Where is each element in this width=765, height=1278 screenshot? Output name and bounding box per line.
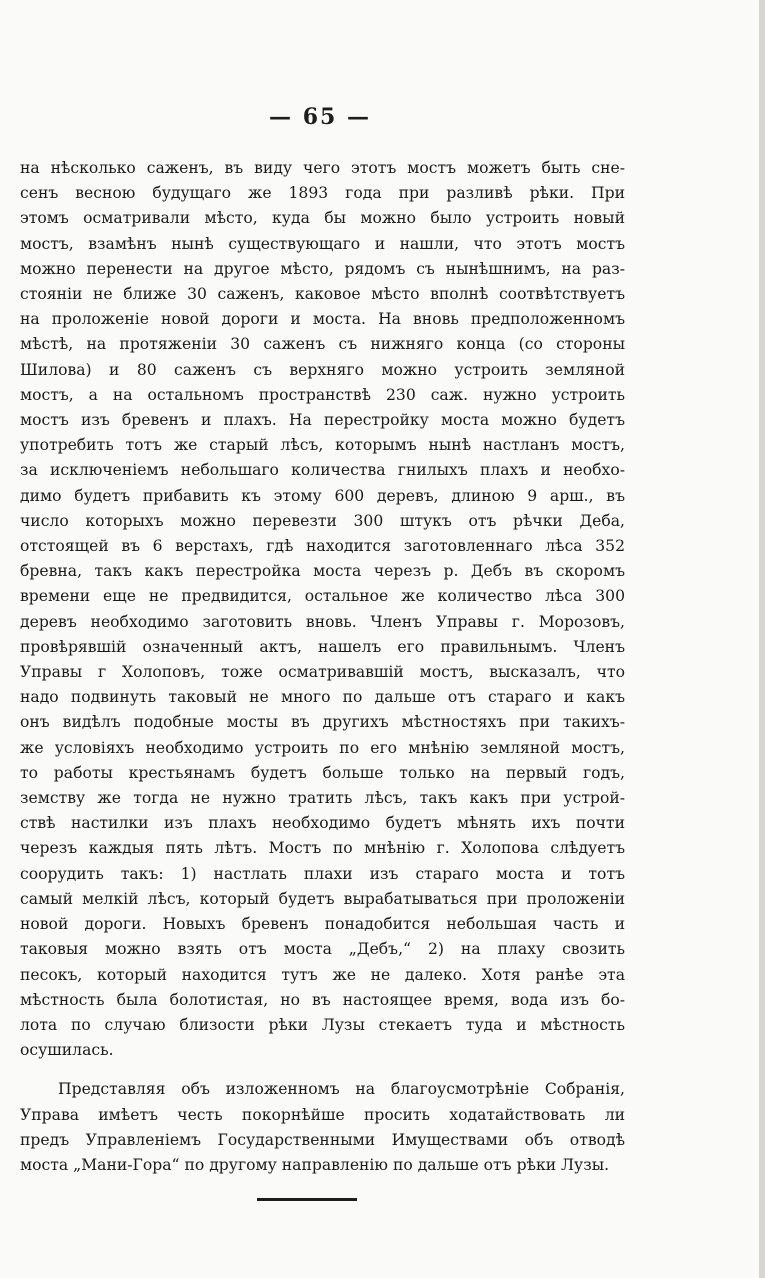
text-line: мѣстность была болотистая, но въ настоящее время, вода изъ бо- [20,990,625,1009]
text-line: же условіяхъ необходимо устроить по его мнѣнію земляной мостъ, [20,738,625,757]
text-line: Представляя объ изложенномъ на благоусмотрѣніе Собранія, [58,1080,625,1099]
closing-rule [257,1198,357,1201]
body-text [20,156,625,1178]
text-line: осушилась. [20,1041,114,1060]
text-line: бревна, такъ какъ перестройка моста черезъ р. Дебъ въ скоромъ [20,562,625,581]
text-line: таковыя можно взять отъ моста „Дебъ,“ 2) на плаху свозить [20,940,625,959]
text-line: ствѣ настилки изъ плахъ необходимо будетъ мѣнять ихъ почти [20,814,625,833]
text-line: лота по случаю близости рѣки Лузы стекаетъ туда и мѣстность [20,1015,625,1034]
text-line: новой дороги. Новыхъ бревенъ понадобится небольшая часть и [20,915,625,934]
text-line: Шилова) и 80 саженъ съ верхняго можно устроить земляной [20,360,625,379]
text-line: предъ Управленіемъ Государственными Имуществами объ отводѣ [20,1130,625,1149]
text-line: мостъ изъ бревенъ и плахъ. На перестройку моста можно будетъ [20,411,625,430]
text-line: мостъ, а на остальномъ пространствѣ 230 саж. нужно устроить [20,385,625,404]
text-line: Управа имѣетъ честь покорнѣйше просить ходатайствовать ли [20,1105,625,1124]
text-line: самый мелкій лѣсъ, который будетъ вырабатываться при проложеніи [20,889,625,908]
paragraph-2 [20,1077,625,1178]
text-line: число которыхъ можно перевезти 300 штукъ отъ рѣчки Деба, [20,511,625,530]
text-line: мѣстѣ, на протяженіи 30 саженъ съ нижняго конца (со стороны [20,335,625,354]
text-line: надо подвинуть таковый не много по дальше отъ стараго и какъ [20,688,625,707]
text-line: за исключеніемъ небольшаго количества гнилыхъ плахъ и необхо- [20,461,625,480]
text-line: черезъ каждыя пять лѣтъ. Мостъ по мнѣнію г. Холопова слѣдуетъ [20,839,625,858]
text-line: земству же тогда не нужно тратить лѣсъ, такъ какъ при устрой- [20,789,625,808]
paragraph-1 [20,156,625,1063]
text-line: песокъ, который находится тутъ же не далеко. Хотя ранѣе эта [20,965,625,984]
text-line: моста „Мани-Гора“ по другому направленію по дальше отъ рѣки Лузы. [20,1155,610,1174]
text-line: мостъ, взамѣнъ нынѣ существующаго и нашли, что этотъ мостъ [20,234,625,253]
text-line: на проложеніе новой дороги и моста. На вновь предположенномъ [20,310,625,329]
page-number: — 65 — [269,104,371,130]
text-line: онъ видѣлъ подобные мосты въ другихъ мѣстностяхъ при такихъ- [20,713,625,732]
text-line: Управы г Холоповъ, тоже осматривавшій мостъ, высказалъ, что [20,663,625,682]
text-line: можно перенести на другое мѣсто, рядомъ съ нынѣшнимъ, на раз- [20,259,625,278]
text-line: употребить тотъ же старый лѣсъ, которымъ нынѣ настланъ мостъ, [20,436,625,455]
text-line: этомъ осматривали мѣсто, куда бы можно было устроить новый [20,209,625,228]
text-line: деревъ необходимо заготовить вновь. Членъ Управы г. Морозовъ, [20,612,625,631]
text-line: провѣрявшій означенный актъ, нашелъ его правильнымъ. Членъ [20,637,625,656]
text-line: на нѣсколько саженъ, въ виду чего этотъ мостъ можетъ быть сне- [20,159,625,177]
text-line: отстоящей въ 6 верстахъ, гдѣ находится заготовленнаго лѣса 352 [20,537,625,556]
text-line: сенъ весною будущаго же 1893 года при разливѣ рѣки. При [20,184,625,203]
text-line: то работы крестьянамъ будетъ больше только на первый годъ, [20,763,625,782]
text-line: времени еще не предвидится, остальное же количество лѣса 300 [20,587,625,606]
text-line: димо будетъ прибавить къ этому 600 деревъ, длиною 9 арш., въ [20,486,625,505]
text-line: соорудить такъ: 1) настлать плахи изъ стараго моста и тотъ [20,864,625,883]
text-line: стояніи не ближе 30 саженъ, каковое мѣсто вполнѣ соотвѣтствуетъ [20,285,625,304]
page-edge [759,0,765,1278]
